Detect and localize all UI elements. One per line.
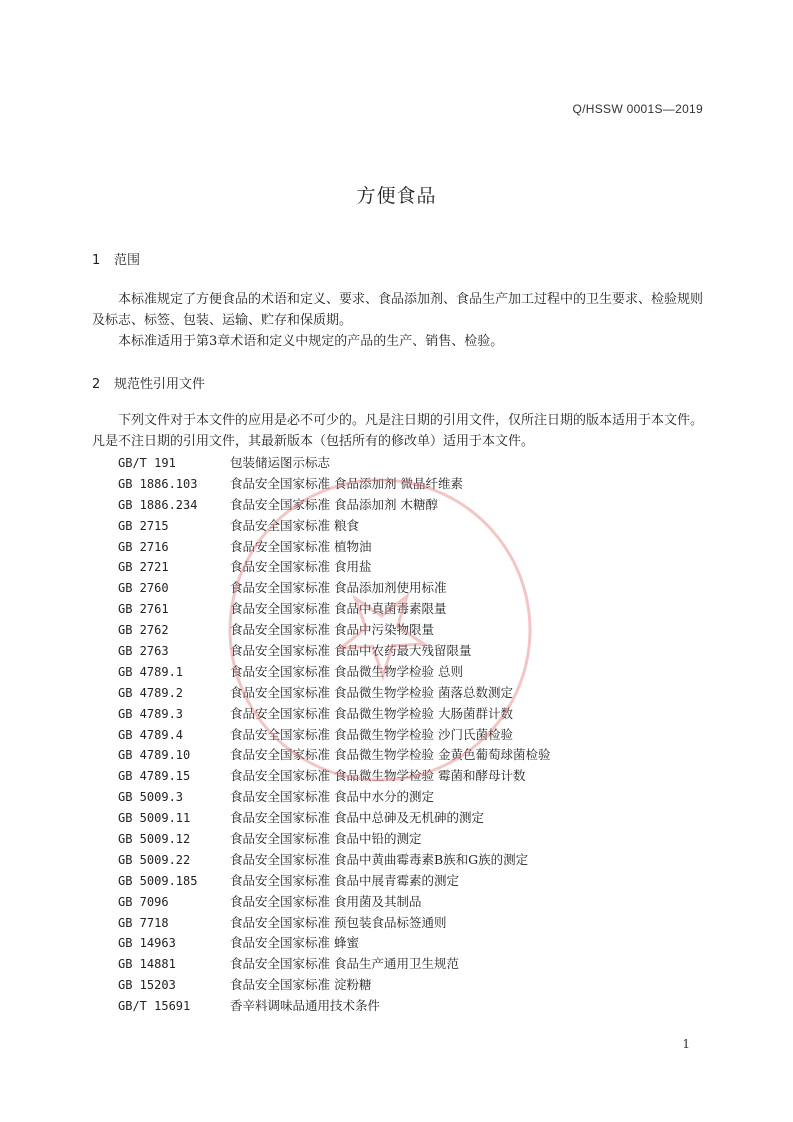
reference-item bbox=[118, 641, 550, 662]
reference-title: 食品安全国家标准 食品中农药最大残留限量 bbox=[230, 643, 472, 659]
paragraph: 下列文件对于本文件的应用是必不可少的。凡是注日期的引用文件，仅所注日期的版本适用于本文件。凡是不注日期的引用文件，其最新版本（包括所有的修改单）适用于本文件。 bbox=[92, 413, 704, 449]
reference-title: 食品安全国家标准 植物油 bbox=[230, 538, 372, 554]
reference-title: 食品安全国家标准 食品添加剂 木糖醇 bbox=[230, 496, 438, 512]
reference-code: GB 5009.11 bbox=[118, 811, 191, 826]
reference-code: GB 5009.3 bbox=[118, 790, 184, 805]
reference-item bbox=[118, 704, 550, 725]
reference-code: GB/T 191 bbox=[118, 456, 176, 470]
reference-title: 食品安全国家标准 食品中总砷及无机砷的测定 bbox=[230, 810, 484, 826]
reference-title: 香辛料调味品通用技术条件 bbox=[230, 998, 381, 1014]
reference-item bbox=[118, 537, 550, 558]
page-number: 1 bbox=[682, 1037, 690, 1051]
reference-code: GB/T 15691 bbox=[118, 999, 191, 1014]
reference-code: GB 4789.4 bbox=[118, 727, 184, 742]
reference-code: GB 4789.2 bbox=[118, 685, 184, 700]
section-number: 2 bbox=[92, 377, 101, 392]
reference-item bbox=[118, 495, 550, 516]
reference-code: GB 2761 bbox=[118, 602, 169, 617]
reference-code: GB 2721 bbox=[118, 560, 169, 575]
reference-item bbox=[118, 474, 550, 495]
reference-title: 食品安全国家标准 食用菌及其制品 bbox=[230, 893, 422, 909]
reference-item bbox=[118, 850, 550, 871]
reference-title: 食品安全国家标准 食品中水分的测定 bbox=[230, 789, 434, 805]
reference-code: GB 2716 bbox=[118, 539, 169, 554]
reference-code: GB 1886.234 bbox=[118, 497, 198, 512]
section-number: 1 bbox=[92, 253, 101, 268]
reference-title: 食品安全国家标准 食品微生物学检验 沙门氏菌检验 bbox=[230, 726, 513, 742]
document-code: Q/HSSW 0001S—2019 bbox=[572, 102, 703, 116]
reference-title: 食品安全国家标准 食品微生物学检验 总则 bbox=[230, 663, 463, 679]
reference-code: GB 2715 bbox=[118, 518, 169, 533]
reference-item bbox=[118, 745, 550, 766]
reference-code: GB 7096 bbox=[118, 894, 169, 909]
reference-item bbox=[118, 683, 550, 704]
reference-item bbox=[118, 871, 550, 892]
reference-title: 食品安全国家标准 食品中真菌毒素限量 bbox=[230, 601, 447, 617]
section-heading-scope bbox=[92, 249, 140, 268]
reference-title: 食品安全国家标准 食品中铅的测定 bbox=[230, 831, 422, 847]
reference-code: GB 4789.3 bbox=[118, 706, 184, 721]
reference-title: 食品安全国家标准 粮食 bbox=[230, 517, 359, 533]
section-title: 规范性引用文件 bbox=[114, 377, 206, 392]
reference-item bbox=[118, 662, 550, 683]
reference-title: 食品安全国家标准 预包装食品标签通则 bbox=[230, 914, 447, 930]
reference-list bbox=[118, 453, 550, 1017]
reference-title: 食品安全国家标准 食品中污染物限量 bbox=[230, 622, 434, 638]
reference-code: GB 5009.185 bbox=[118, 873, 198, 888]
section-title: 范围 bbox=[114, 253, 141, 268]
reference-item bbox=[118, 933, 550, 954]
document-title: 方便食品 bbox=[356, 185, 437, 207]
reference-title: 食品安全国家标准 蜂蜜 bbox=[230, 935, 359, 951]
reference-code: GB 2763 bbox=[118, 644, 169, 659]
reference-item bbox=[118, 578, 550, 599]
reference-code: GB 2762 bbox=[118, 623, 169, 638]
reference-code: GB 2760 bbox=[118, 581, 169, 596]
reference-code: GB 5009.12 bbox=[118, 832, 191, 847]
reference-title: 食品安全国家标准 食用盐 bbox=[230, 559, 372, 575]
reference-title: 食品安全国家标准 食品添加剂 微晶纤维素 bbox=[230, 475, 463, 491]
reference-code: GB 5009.22 bbox=[118, 852, 191, 867]
reference-title: 食品安全国家标准 食品微生物学检验 金黄色葡萄球菌检验 bbox=[230, 747, 551, 763]
reference-title: 食品安全国家标准 食品中展青霉素的测定 bbox=[230, 872, 459, 888]
reference-code: GB 4789.15 bbox=[118, 769, 191, 784]
reference-code: GB 7718 bbox=[118, 915, 169, 930]
reference-item bbox=[118, 787, 550, 808]
reference-item bbox=[118, 954, 550, 975]
paragraph: 本标准适用于第3章术语和定义中规定的产品的生产、销售、检验。 bbox=[118, 334, 504, 349]
reference-title: 食品安全国家标准 食品微生物学检验 霉菌和酵母计数 bbox=[230, 768, 526, 784]
reference-title: 食品安全国家标准 淀粉糖 bbox=[230, 977, 372, 993]
reference-item bbox=[118, 766, 550, 787]
reference-item bbox=[118, 892, 550, 913]
reference-item bbox=[118, 975, 550, 996]
reference-title: 食品安全国家标准 食品中黄曲霉毒素B族和G族的测定 bbox=[230, 851, 529, 867]
reference-code: GB 1886.103 bbox=[118, 476, 198, 491]
reference-item bbox=[118, 599, 550, 620]
paragraph: 本标准规定了方便食品的术语和定义、要求、食品添加剂、食品生产加工过程中的卫生要求、检验规则及标志、标签、包装、运输、贮存和保质期。 bbox=[92, 292, 704, 328]
section-heading-normative-references bbox=[92, 373, 205, 392]
reference-title: 包装储运图示标志 bbox=[230, 455, 331, 470]
reference-item bbox=[118, 808, 550, 829]
reference-code: GB 14881 bbox=[118, 957, 176, 972]
reference-title: 食品安全国家标准 食品添加剂使用标准 bbox=[230, 580, 447, 596]
reference-title: 食品安全国家标准 食品微生物学检验 菌落总数测定 bbox=[230, 684, 513, 700]
reference-title: 食品安全国家标准 食品生产通用卫生规范 bbox=[230, 956, 459, 972]
reference-item bbox=[118, 829, 550, 850]
reference-item bbox=[118, 725, 550, 746]
reference-item bbox=[118, 516, 550, 537]
reference-item bbox=[118, 620, 550, 641]
reference-code: GB 14963 bbox=[118, 936, 176, 951]
reference-code: GB 15203 bbox=[118, 978, 176, 993]
reference-item bbox=[118, 996, 550, 1017]
reference-item bbox=[118, 453, 550, 474]
reference-item bbox=[118, 913, 550, 934]
reference-title: 食品安全国家标准 食品微生物学检验 大肠菌群计数 bbox=[230, 705, 513, 721]
reference-code: GB 4789.1 bbox=[118, 664, 184, 679]
reference-item bbox=[118, 557, 550, 578]
reference-code: GB 4789.10 bbox=[118, 748, 191, 763]
